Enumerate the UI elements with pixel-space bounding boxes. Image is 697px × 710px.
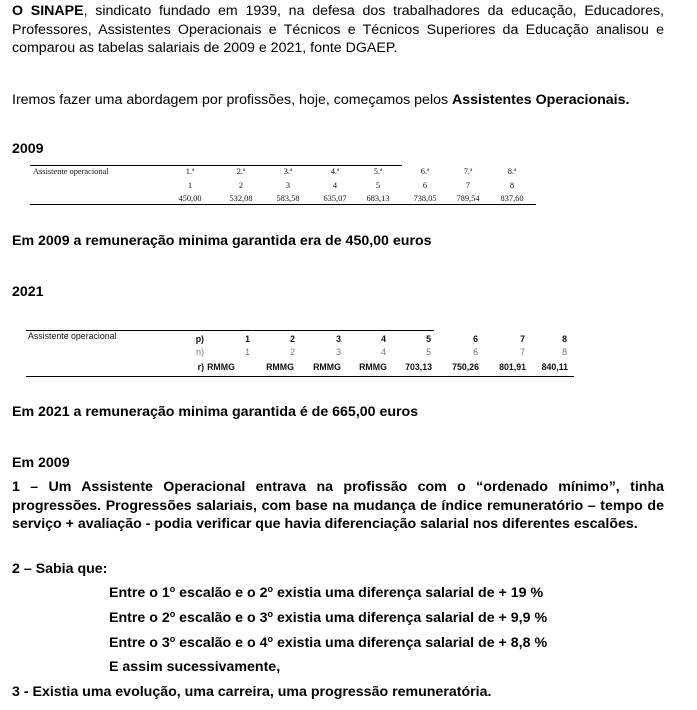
value-cell: 683,13 [366,194,390,203]
etc-line: E assim sucessivamente, [109,659,281,675]
ordinal-mark: o [169,609,176,619]
diff-mid: escalão e o [175,585,260,601]
position-cell: 8 [562,334,567,344]
position-cell: 1 [245,334,250,344]
position-cell: 2 [290,334,295,344]
value-cell: 840,11 [541,362,568,372]
position-cell: 6 [473,334,478,344]
value-cell: 703,13 [405,362,432,372]
value-cell: 837,60 [500,194,524,203]
value-cell: 532,08 [229,194,253,203]
diff-prefix: Entre o [109,610,162,626]
analysis-point-1: 1 – Um Assistente Operacional entrava na profissão com o “ordenado mínimo”, tinha progressões. Progressões salariais, com base na mudança de índice remuneratório – tempo de serviço + avaliação - podia verificar que havia diferenciação salarial nos diferentes escalões. [12,479,664,533]
row-p-label: p) [195,334,204,344]
position-cell: 8.ª [507,167,517,176]
position-cell: 3 [336,334,341,344]
diff-suffix: existia uma diferença salarial de [273,585,499,601]
table-bottom-rule [30,204,536,205]
level-cell: 5 [375,181,381,190]
salary-table-2009 [30,165,536,207]
level-cell: 8 [562,347,567,357]
diff-to: 4 [259,635,268,651]
intro-paragraph [12,2,664,58]
row-n-label: n) [196,347,204,357]
level-cell: 3 [336,347,341,357]
level-cell: 1 [187,181,193,190]
level-cell: 7 [520,347,525,357]
diff-mid: escalão e o [175,610,260,626]
diff-suffix: existia uma diferença salarial de [273,610,499,626]
level-cell: 6 [473,347,478,357]
value-cell: 635,07 [323,194,347,203]
diff-to: 2 [259,585,268,601]
diff-from: 1 [161,585,170,601]
ordinal-mark: o [267,584,273,594]
table-top-rule [30,165,402,166]
summary-2009: Em 2009 a remuneração minima garantida era de 450,00 euros [12,233,432,249]
org-name: O SINAPE [12,3,84,19]
level-cell: 8 [509,181,515,190]
position-cell: 7 [520,334,525,344]
level-cell: 2 [290,347,295,357]
value-cell: RMMG [313,362,341,372]
approach-paragraph [12,91,664,110]
level-cell: 7 [465,181,471,190]
diff-line [109,585,543,601]
heading-2009: 2009 [12,141,44,157]
diff-prefix: Entre o [109,585,162,601]
summary-2021: Em 2021 a remuneração minima garantida é de 665,00 euros [12,404,419,420]
ordinal-mark: o [169,584,176,594]
level-cell: 6 [422,181,428,190]
value-cell: 738,05 [413,194,437,203]
table-row-label: Assistente operacional [28,331,117,341]
value-cell: 789,54 [456,194,480,203]
position-cell: 5.ª [373,167,383,176]
position-cell: 4 [381,334,386,344]
position-cell: 3.ª [283,167,293,176]
table-row-label: Assistente operacional [33,167,109,176]
salary-table-2021 [26,330,574,378]
intro-text: , sindicato fundado em 1939, na defesa dos trabalhadores da educação, Educadores, Professores, Assistentes Operacionais e Técnicos e Técnicos Superiores da Educação analisou e comparou as tabelas salariais de 2009 e 2021, fonte DGAEP. [12,3,664,57]
row-r-label: r) [197,362,204,372]
ordinal-mark: o [169,634,176,644]
position-cell: 6.ª [420,167,430,176]
position-cell: 2.ª [236,167,246,176]
table-bottom-rule [26,376,574,377]
position-cell: 5 [426,334,431,344]
level-cell: 5 [426,347,431,357]
level-cell: 1 [245,347,250,357]
ordinal-mark: o [267,609,273,619]
analysis-point-3: 3 - Existia uma evolução, uma carreira, uma progressão remuneratória. [12,684,492,700]
value-cell: RMMG [266,362,294,372]
diff-line [109,610,547,626]
analysis-heading: Em 2009 [12,455,70,471]
diff-prefix: Entre o [109,635,162,651]
value-cell: 801,91 [499,362,526,372]
diff-to: 3 [259,610,268,626]
diff-value: + 19 % [498,585,544,601]
diff-value: + 8,8 % [498,635,548,651]
value-cell: 450,00 [178,194,202,203]
analysis-point-2: 2 – Sabia que: [12,561,108,577]
heading-2021: 2021 [12,284,44,300]
level-cell: 4 [381,347,386,357]
level-cell: 2 [238,181,244,190]
position-cell: 7.ª [463,167,473,176]
approach-bold: Assistentes Operacionais. [452,92,630,108]
ordinal-mark: o [267,634,273,644]
value-cell: RMMG [359,362,387,372]
value-cell: 583,58 [276,194,300,203]
diff-from: 3 [161,635,170,651]
diff-value: + 9,9 % [498,610,548,626]
approach-text: Iremos fazer uma abordagem por profissões, hoje, começamos pelos [12,92,453,108]
diff-mid: escalão e o [175,635,260,651]
value-cell: RMMG [207,362,235,372]
level-cell: 3 [285,181,291,190]
diff-line [109,635,547,651]
position-cell: 1.ª [185,167,195,176]
value-cell: 750,26 [452,362,479,372]
diff-suffix: existia uma diferença salarial de [273,635,499,651]
position-cell: 4.ª [330,167,340,176]
level-cell: 4 [332,181,338,190]
diff-from: 2 [161,610,170,626]
